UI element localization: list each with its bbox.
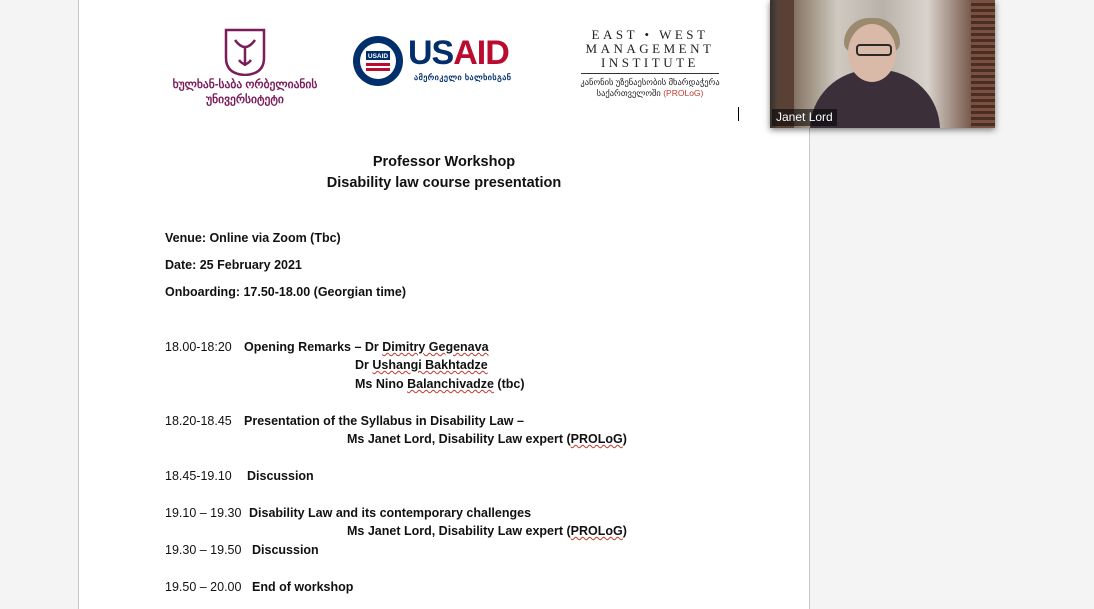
university-emblem-icon <box>223 28 267 76</box>
agenda-time: 18.00-18:20 <box>165 340 232 354</box>
doc-title-line2: Disability law course presentation <box>326 175 562 191</box>
ewmi-line3: INSTITUTE <box>601 55 699 70</box>
usaid-word-aid: AID <box>453 34 509 72</box>
speaker-name: Ushangi Bakhtadze <box>372 358 488 372</box>
usaid-seal-text: USAID <box>367 53 389 60</box>
ewmi-divider <box>581 73 719 74</box>
ewmi-line2: MANAGEMENT <box>585 41 715 56</box>
usaid-wordmark <box>408 33 509 73</box>
agenda-title: Discussion <box>252 543 319 557</box>
agenda-speaker <box>355 358 488 372</box>
ewmi-sub1: კანონის უზენაესობის მხარდაჭერა <box>580 77 720 87</box>
agenda-title-text: Opening Remarks – Dr <box>244 340 383 354</box>
date-line: Date: 25 February 2021 <box>165 258 302 272</box>
document-page[interactable] <box>78 0 810 609</box>
speaker-suffix: ) <box>622 432 627 446</box>
speaker-name: Dimitry Gegenava <box>382 340 489 354</box>
speaker-tag: PROLoG <box>570 524 623 538</box>
agenda-title: End of workshop <box>252 580 354 594</box>
speaker-prefix: Ms Janet Lord, Disability Law expert ( <box>347 524 571 538</box>
venue-line: Venue: Online via Zoom (Tbc) <box>165 231 341 245</box>
agenda-speaker <box>347 432 627 446</box>
speaker-prefix: Dr <box>355 358 373 372</box>
agenda-time: 19.10 – 19.30 <box>165 506 242 520</box>
participant-name-label: Janet Lord <box>772 109 837 126</box>
ewmi-logo <box>575 28 725 99</box>
ewmi-sub2-prolog: (PROLoG) <box>663 88 704 98</box>
usaid-word-us: US <box>408 34 454 72</box>
agenda-title <box>244 340 489 354</box>
ewmi-line1: EAST • WEST <box>591 27 709 42</box>
speaker-name: Balanchivadze <box>407 377 494 391</box>
university-name-line2: უნივერსიტეტი <box>206 94 284 106</box>
agenda-speaker <box>355 377 525 391</box>
usaid-logo <box>352 33 527 89</box>
speaker-suffix: (tbc) <box>493 377 525 391</box>
participant-glasses <box>856 44 892 56</box>
video-background-shutter <box>971 0 995 128</box>
agenda-time: 19.50 – 20.00 <box>165 580 242 594</box>
ewmi-sub2 <box>575 88 725 99</box>
ewmi-sub2-prefix: საქართველოში <box>596 88 661 98</box>
usaid-seal-icon <box>352 35 404 87</box>
agenda-title: Presentation of the Syllabus in Disability Law – <box>244 414 524 428</box>
doc-title-line1: Professor Workshop <box>372 154 516 170</box>
agenda-speaker <box>347 524 627 538</box>
onboarding-line: Onboarding: 17.50-18.00 (Georgian time) <box>165 285 407 299</box>
agenda-time: 19.30 – 19.50 <box>165 543 242 557</box>
speaker-tag: PROLoG <box>570 432 623 446</box>
agenda-title: Discussion <box>247 469 314 483</box>
university-name-line1: ხულხან-საბა ორბელიანის <box>172 79 318 91</box>
agenda-time: 18.20-18.45 <box>165 414 232 428</box>
university-logo <box>165 28 325 108</box>
usaid-subtitle: ამერიკელი ხალხისგან <box>414 73 512 82</box>
agenda-title: Disability Law and its contemporary challenges <box>249 506 532 520</box>
speaker-prefix: Ms Janet Lord, Disability Law expert ( <box>347 432 571 446</box>
text-cursor <box>738 107 739 121</box>
agenda-time: 18.45-19.10 <box>165 469 232 483</box>
speaker-prefix: Ms Nino <box>355 377 408 391</box>
video-thumbnail[interactable] <box>770 0 995 128</box>
speaker-suffix: ) <box>622 524 627 538</box>
